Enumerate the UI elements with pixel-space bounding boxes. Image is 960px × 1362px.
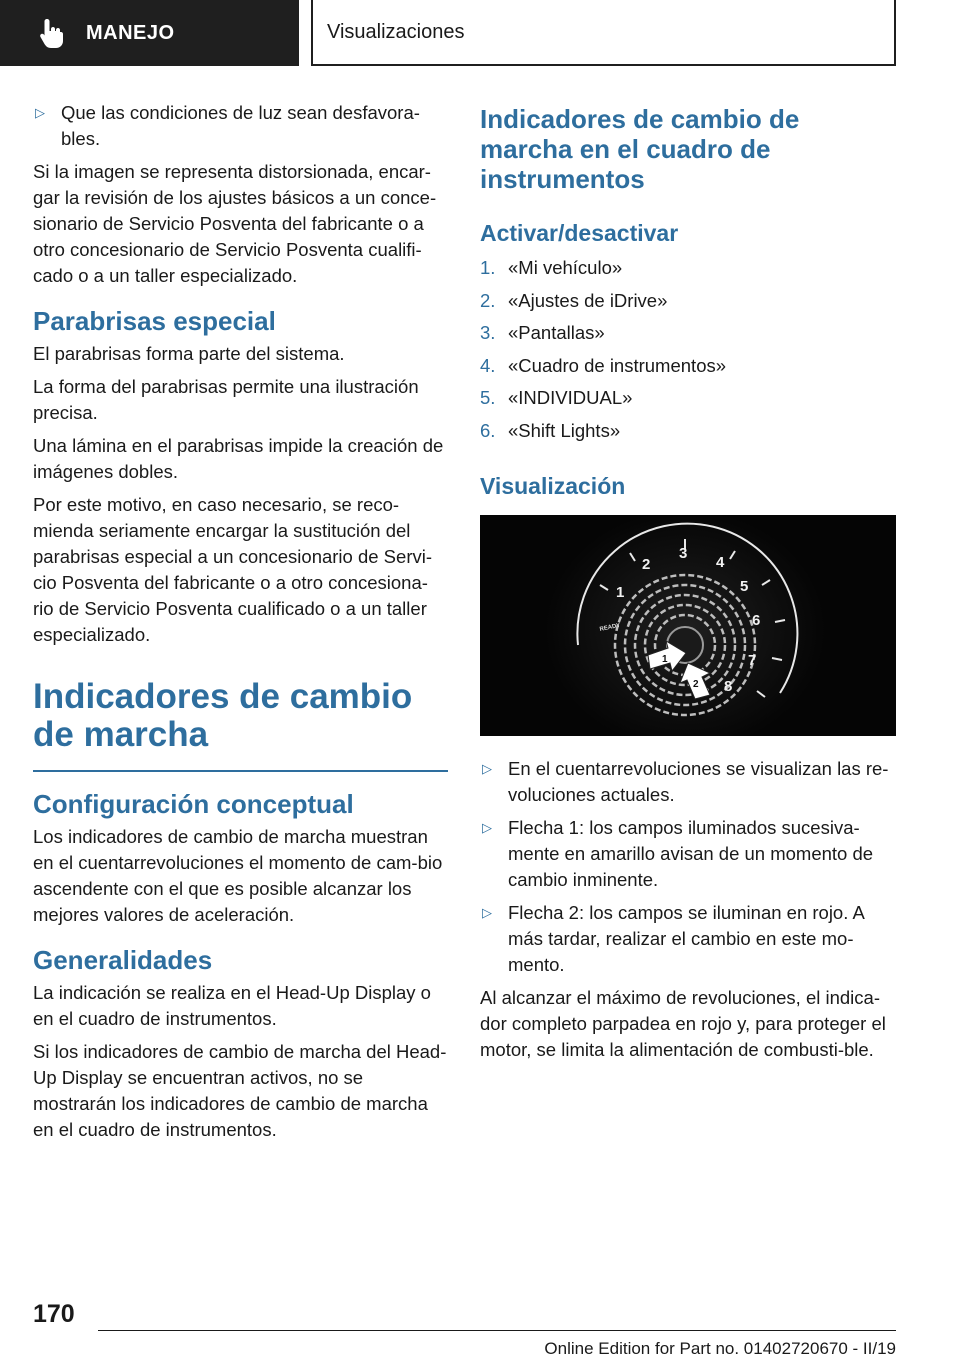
- list-item: 6. «Shift Lights»: [480, 419, 621, 441]
- hand-pointer-icon: [38, 17, 66, 49]
- paragraph: Los indicadores de cambio de marcha muestran en el cuentarrevoluciones el momento de cam-bio ascendente con el que es posible alcanzar los mejores valores de aceleración.: [33, 826, 443, 925]
- chapter-title: Visualizaciones: [327, 20, 465, 43]
- paragraph: Una lámina en el parabrisas impide la creación de imágenes dobles.: [33, 435, 444, 482]
- paragraph: La indicación se realiza en el Head-Up Display o en el cuadro de instrumentos.: [33, 982, 431, 1029]
- dial-number: 1: [616, 584, 625, 601]
- dial-number: 3: [679, 545, 688, 562]
- section-title: MANEJO: [86, 21, 175, 44]
- list-item: 1. «Mi vehículo»: [480, 257, 623, 278]
- page-number: 170: [33, 1300, 75, 1328]
- dial-number: 8: [724, 678, 733, 695]
- section-tab: [0, 0, 299, 66]
- edition-note: Online Edition for Part no. 01402720670 - II/19: [544, 1339, 896, 1358]
- steps-list: [480, 252, 896, 447]
- triangle-bullet-icon: ▷: [482, 761, 492, 776]
- heading-visualizacion: Visualización: [480, 473, 626, 499]
- paragraph: Si la imagen se representa distorsionada, encar-gar la revisión de los ajustes básicos a un conce-sionario de Servicio Posventa del fabricante o a otro concesionario de Servicio Posventa cualifi-cado o a un taller especializado.: [33, 161, 437, 286]
- paragraph: El parabrisas forma parte del sistema.: [33, 343, 345, 364]
- triangle-bullet-icon: ▷: [35, 105, 45, 120]
- ready-label: READY: [599, 622, 621, 633]
- triangle-bullet-icon: ▷: [482, 820, 492, 835]
- list-item: 4. «Cuadro de instrumentos»: [480, 354, 727, 376]
- heading-indicadores: Indicadores de cambio de marcha: [33, 677, 413, 754]
- paragraph: Si los indicadores de cambio de marcha del Head-Up Display se encuentran activos, no se mostrarán los indicadores de cambio de marcha en el cuadro de instrumentos.: [33, 1041, 447, 1140]
- paragraph: Al alcanzar el máximo de revoluciones, el indica-dor completo parpadea en rojo y, para proteger el motor, se limita la alimentación de combusti-ble.: [480, 987, 886, 1060]
- heading-rule: [33, 770, 448, 772]
- right-column: [480, 100, 896, 1070]
- dial-number: 2: [642, 556, 651, 573]
- paragraph: Por este motivo, en caso necesario, se reco-mienda seriamente encargar la sustitución del parabrisas especial a un concesionario de Servi-cio Posventa del fabricante o a otro concesiona-rio de Servicio Posventa cualificado o a un taller especializado.: [33, 494, 432, 645]
- heading-generalidades: Generalidades: [33, 945, 213, 975]
- svg-text:2: 2: [693, 679, 699, 690]
- heading-configuracion: Configuración conceptual: [33, 789, 354, 819]
- heading-activar: Activar/desactivar: [480, 220, 679, 246]
- paragraph: La forma del parabrisas permite una ilustración precisa.: [33, 376, 419, 423]
- dial-number: 6: [752, 612, 761, 629]
- bullet-item: ▷ En el cuentarrevoluciones se visualizan las re-voluciones actuales.: [480, 756, 896, 808]
- list-item: 3. «Pantallas»: [480, 322, 605, 343]
- list-item: 5. «INDIVIDUAL»: [480, 387, 633, 408]
- heading-cuadro-instrumentos: Indicadores de cambio de marcha en el cuadro de instrumentos: [480, 104, 800, 194]
- dial-number: 5: [740, 578, 749, 595]
- svg-text:1: 1: [662, 654, 668, 665]
- left-column: [33, 100, 448, 1150]
- bullet-item: ▷ Flecha 1: los campos iluminados sucesiva-mente en amarillo avisan de un momento de cambio inminente.: [480, 815, 896, 893]
- heading-parabrisas: Parabrisas especial: [33, 306, 276, 336]
- footer-rule: [98, 1330, 896, 1331]
- list-item: 2. «Ajustes de iDrive»: [480, 289, 668, 311]
- chapter-tab: [311, 0, 896, 66]
- bullet-item: ▷ Que las condiciones de luz sean desfavora-bles.: [33, 100, 448, 152]
- tachometer-figure: [480, 515, 896, 736]
- dial-number: 7: [748, 652, 757, 669]
- dial-number: 4: [716, 554, 725, 571]
- bullet-item: ▷ Flecha 2: los campos se iluminan en rojo. A más tardar, realizar el cambio en este mo-mento.: [480, 900, 896, 978]
- triangle-bullet-icon: ▷: [482, 905, 492, 920]
